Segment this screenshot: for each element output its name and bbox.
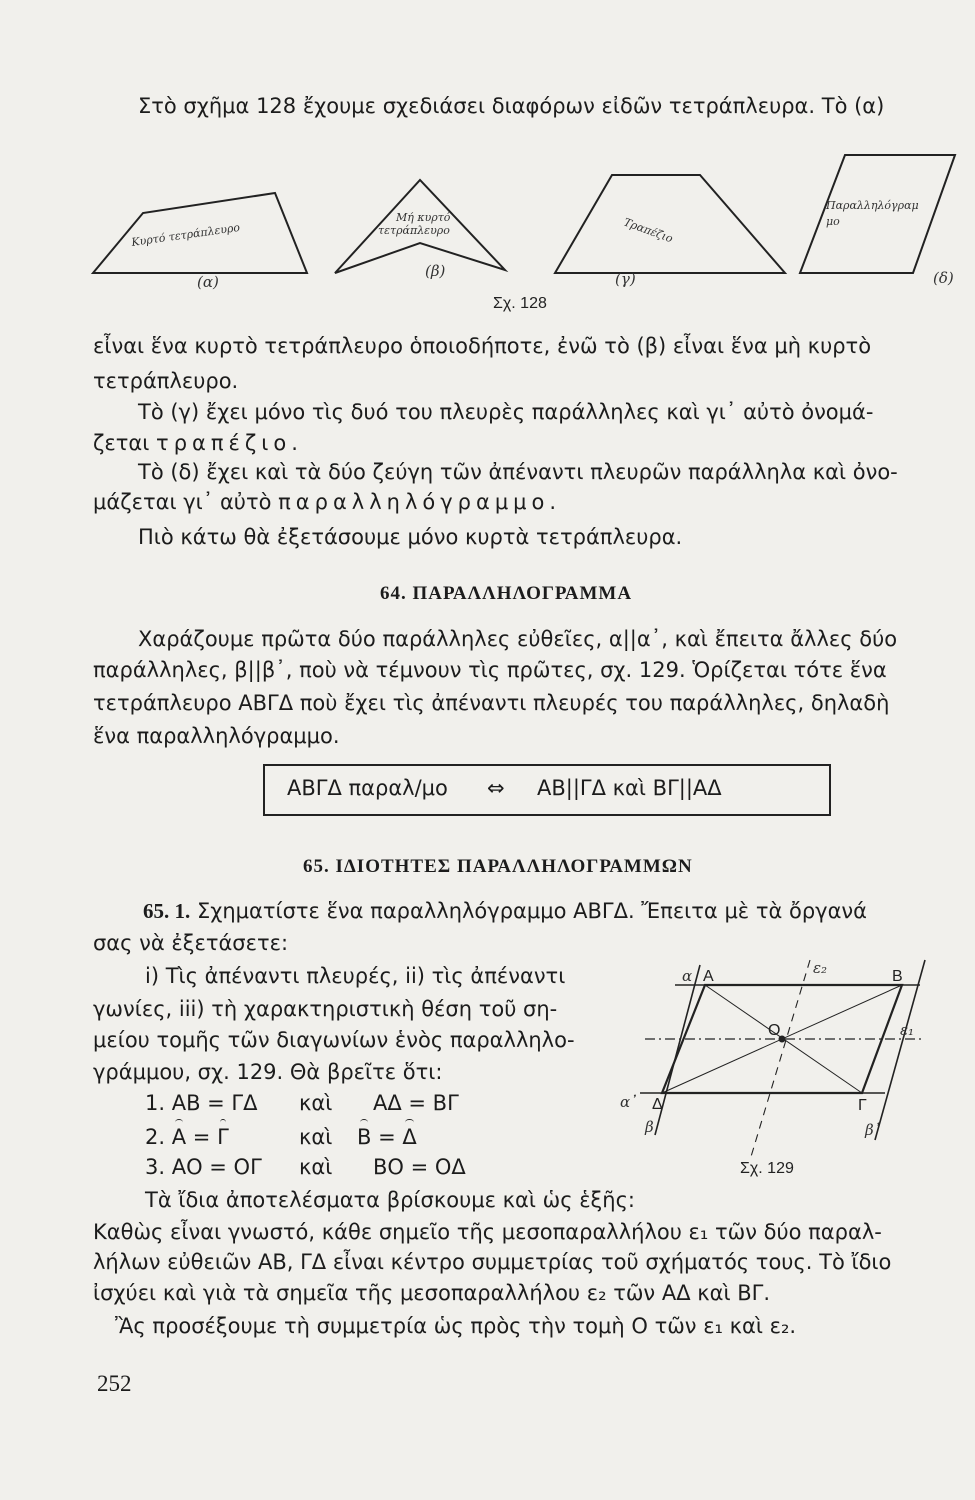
- point-G: Γ: [858, 1097, 867, 1114]
- point-B: Β: [892, 968, 903, 985]
- angle-D: Δ: [402, 1125, 417, 1149]
- label-trapezium: Τραπέζιο: [621, 215, 675, 246]
- box-left: ΑΒΓΔ παραλ/μο: [287, 776, 448, 800]
- s65-line-7: Τὰ ἴδια ἀποτελέσματα βρίσκουμε καὶ ὡς ἑξῆς:: [145, 1188, 635, 1212]
- s65-line-1: 65. 1. Σχηματίστε ἕνα παραλληλόγραμμο ΑΒΓΔ. Ἔπειτα μὲ τὰ ὄργανά: [143, 899, 868, 923]
- line-a: α: [682, 967, 693, 985]
- angle-G: Γ: [217, 1125, 229, 1149]
- s64-line-4: ἕνα παραλληλόγραμμο.: [93, 724, 340, 748]
- label-convex: Κυρτό τετράπλευρο: [130, 220, 241, 249]
- intro-line-4: Τὸ (γ) ἔχει μόνο τὶς δυό του πλευρὲς παράλληλες καὶ γι᾿ αὐτὸ ὀνομά-: [138, 400, 874, 424]
- definition-box: [263, 764, 831, 816]
- caption-129: Σχ. 129: [740, 1160, 794, 1177]
- trapezium-shape: [555, 175, 785, 273]
- tag-b: (β): [425, 262, 446, 280]
- tag-a: (α): [197, 273, 219, 291]
- s65-line-5: μείου τομῆς τῶν διαγωνίων ἑνὸς παραλληλο-: [93, 1028, 575, 1052]
- s65-line-9: λήλων εὐθειῶν ΑΒ, ΓΔ εἶναι κέντρο συμμετρίας τοῦ σχήματός τους. Τὸ ἴδιο: [93, 1250, 892, 1274]
- point-A: Α: [703, 968, 714, 985]
- intro-line-8: Πιὸ κάτω θὰ ἐξετάσουμε μόνο κυρτὰ τετράπλευρα.: [138, 525, 683, 549]
- label-parallelogram-2: μο: [826, 215, 840, 228]
- s65-line-2: σας νὰ ἐξετάσετε:: [93, 931, 289, 955]
- line-b-prime: β᾿: [865, 1121, 882, 1139]
- result-2: 2. Α = Γ καὶ Β = Δ: [145, 1125, 417, 1149]
- figure-129: [620, 955, 960, 1185]
- point-O: Ο: [768, 1022, 781, 1039]
- section-65-title: 65. ΙΔΙΟΤΗΤΕΣ ΠΑΡΑΛΛΗΛΟΓΡΑΜΜΩΝ: [303, 856, 693, 877]
- line-e1: ε₁: [900, 1021, 915, 1039]
- caption-128: Σχ. 128: [493, 295, 547, 312]
- parallelogram-shape: [800, 155, 955, 273]
- intro-line-2: εἶναι ἕνα κυρτὸ τετράπλευρο ὁποιοδήποτε, ἐνῶ τὸ (β) εἶναι ἕνα μὴ κυρτὸ: [93, 334, 872, 358]
- label-nonconvex-1: Μή κυρτό: [396, 211, 451, 224]
- line-a-prime: α᾿: [620, 1093, 638, 1111]
- s64-line-3: τετράπλευρο ΑΒΓΔ ποὺ ἔχει τὶς ἀπέναντι πλευρές του παράλληλες, δηλαδὴ: [93, 691, 890, 715]
- result-3: 3. ΑΟ = ΟΓ καὶ ΒΟ = ΟΔ: [145, 1155, 466, 1179]
- s65-line-8: Καθὼς εἶναι γνωστό, κάθε σημεῖο τῆς μεσοπαραλλήλου ε₁ τῶν δύο παραλ-: [93, 1220, 882, 1244]
- result-1: 1. ΑΒ = ΓΔ καὶ ΑΔ = ΒΓ: [145, 1091, 459, 1115]
- s65-line-3: i) Τὶς ἀπέναντι πλευρές, ii) τὶς ἀπέναντι: [145, 964, 566, 988]
- figure-128: [85, 135, 975, 315]
- label-parallelogram-1: Παραλληλόγραμ: [826, 199, 919, 212]
- point-D: Δ: [652, 1096, 663, 1113]
- tag-c: (γ): [615, 270, 636, 288]
- s64-line-2: παράλληλες, β||β᾿, ποὺ νὰ τέμνουν τὶς πρῶτες, σχ. 129. Ὁρίζεται τότε ἕνα: [93, 658, 887, 682]
- tag-d: (δ): [933, 269, 954, 287]
- s65-line-10: ἰσχύει καὶ γιὰ τὰ σημεῖα τῆς μεσοπαραλλήλου ε₂ τῶν ΑΔ καὶ ΒΓ.: [93, 1281, 771, 1305]
- label-nonconvex-2: τετράπλευρο: [378, 224, 450, 237]
- line-b: β: [645, 1118, 654, 1136]
- intro-line-7: μάζεται γι᾿ αὐτὸ παραλληλόγραμμο.: [93, 490, 562, 514]
- angle-A: Α: [171, 1125, 187, 1149]
- section-64-title: 64. ΠΑΡΑΛΛΗΛΟΓΡΑΜΜΑ: [380, 583, 633, 604]
- box-arrow: ⇔: [487, 776, 505, 800]
- intro-line-6: Τὸ (δ) ἔχει καὶ τὰ δύο ζεύγη τῶν ἀπέναντι πλευρῶν παράλληλα καὶ ὀνο-: [138, 460, 898, 484]
- intro-line-3: τετράπλευρο.: [93, 369, 239, 393]
- intro-line-5: ζεται τραπέζιο.: [93, 431, 303, 455]
- s64-line-1: Χαράζουμε πρῶτα δύο παράλληλες εὐθεῖες, α||α᾿, καὶ ἔπειτα ἄλλες δύο: [138, 627, 898, 651]
- s65-line-4: γωνίες, iii) τὴ χαρακτηριστικὴ θέση τοῦ ση-: [93, 997, 558, 1021]
- intro-line-1: Στὸ σχῆμα 128 ἔχουμε σχεδιάσει διαφόρων εἰδῶν τετράπλευρα. Τὸ (α): [138, 94, 885, 118]
- page-number: 252: [97, 1371, 132, 1396]
- line-e2: ε₂: [813, 959, 828, 977]
- s65-line-6: γράμμου, σχ. 129. Θὰ βρεῖτε ὅτι:: [93, 1060, 443, 1084]
- box-right: ΑΒ||ΓΔ καὶ ΒΓ||ΑΔ: [537, 776, 722, 800]
- s65-line-11: Ἂς προσέξουμε τὴ συμμετρία ὡς πρὸς τὴν τομὴ Ο τῶν ε₁ καὶ ε₂.: [115, 1314, 797, 1338]
- angle-B: Β: [357, 1125, 372, 1149]
